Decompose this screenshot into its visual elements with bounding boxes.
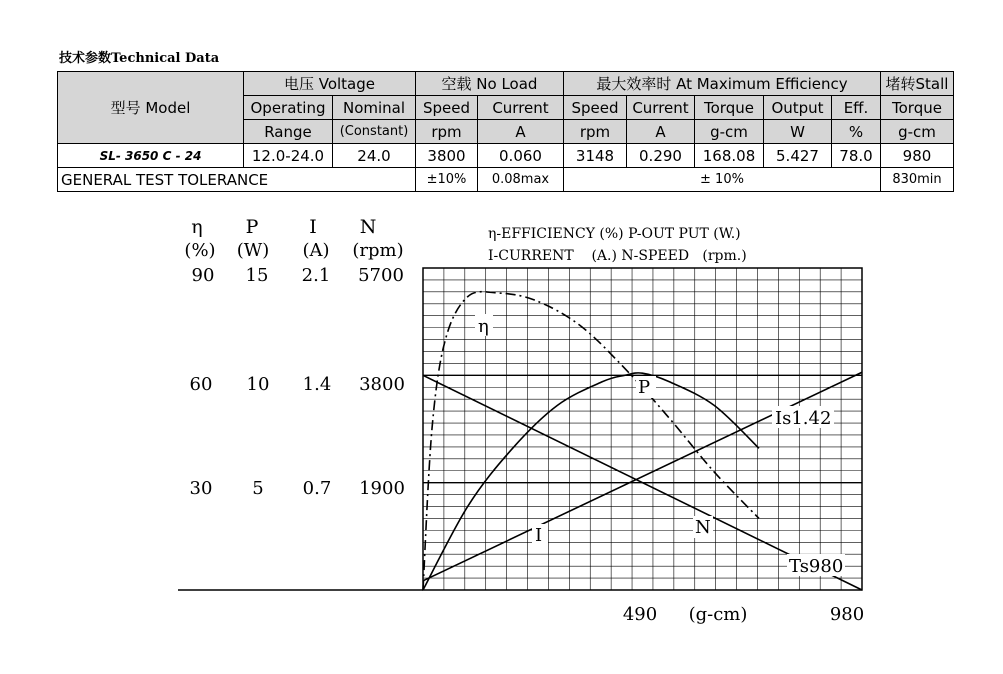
cell-nominal: 24.0 — [333, 144, 416, 168]
header-voltage: 电压 Voltage — [244, 72, 416, 96]
cell-me-eff: 78.0 — [832, 144, 881, 168]
unit-nl-rpm: rpm — [416, 120, 478, 144]
label-eta: η — [478, 316, 489, 337]
series-0-curve — [423, 292, 759, 590]
legend-line-2: I-CURRENT (A.) N-SPEED (rpm.) — [488, 248, 747, 264]
header-nl-current: Current — [478, 96, 564, 120]
header-operating: Operating — [244, 96, 333, 120]
cell-tol-stall: 830min — [881, 168, 954, 192]
label-is: Is1.42 — [775, 408, 832, 429]
header-stall-torque: Torque — [881, 96, 954, 120]
tick-eta-90: 90 — [191, 265, 215, 286]
chart-curves — [423, 292, 862, 590]
unit-me-rpm: rpm — [564, 120, 627, 144]
unit-me-a: A — [627, 120, 695, 144]
unit-range: Range — [244, 120, 333, 144]
cell-me-current: 0.290 — [627, 144, 695, 168]
x-axis-label: (g-cm) — [688, 604, 748, 625]
header-me-torque: Torque — [695, 96, 764, 120]
header-model: 型号 Model — [58, 72, 244, 144]
x-tick-490: 490 — [622, 604, 658, 625]
cell-me-torque: 168.08 — [695, 144, 764, 168]
header-me-current: Current — [627, 96, 695, 120]
cell-tol-speed: ±10% — [416, 168, 478, 192]
cell-me-speed: 3148 — [564, 144, 627, 168]
tick-i-1.4: 1.4 — [302, 374, 332, 395]
header-stall: 堵转Stall — [881, 72, 954, 96]
tick-p-10: 10 — [246, 374, 270, 395]
header-me-speed: Speed — [564, 96, 627, 120]
x-tick-980: 980 — [829, 604, 865, 625]
tick-n-3800: 3800 — [359, 374, 405, 395]
label-ts: Ts980 — [789, 556, 844, 577]
tick-eta-60: 60 — [189, 374, 213, 395]
tick-n-5700: 5700 — [358, 265, 404, 286]
header-no-load: 空载 No Load — [416, 72, 564, 96]
cell-nl-current: 0.060 — [478, 144, 564, 168]
axis-i-symbol: I — [309, 216, 317, 238]
axis-n-unit: (rpm) — [352, 240, 404, 261]
header-me-output: Output — [764, 96, 832, 120]
header-nl-speed: Speed — [416, 96, 478, 120]
header-nominal: Nominal — [333, 96, 416, 120]
tick-eta-30: 30 — [189, 478, 213, 499]
cell-range: 12.0-24.0 — [244, 144, 333, 168]
header-max-efficiency: 最大效率时 At Maximum Efficiency — [564, 72, 881, 96]
label-p: P — [638, 377, 651, 398]
tick-p-15: 15 — [245, 265, 269, 286]
tick-n-1900: 1900 — [359, 478, 405, 499]
tick-p-5: 5 — [252, 478, 264, 499]
cell-me-output: 5.427 — [764, 144, 832, 168]
cell-tol-current: 0.08max — [478, 168, 564, 192]
tick-i-2.1: 2.1 — [301, 265, 331, 286]
cell-stall-torque: 980 — [881, 144, 954, 168]
axis-i-unit: (A) — [302, 240, 330, 261]
axis-p-unit: (W) — [236, 240, 270, 261]
axis-n-symbol: N — [359, 216, 377, 238]
axis-p-symbol: P — [245, 216, 259, 238]
tick-i-0.7: 0.7 — [302, 478, 332, 499]
label-n: N — [695, 517, 711, 538]
label-i: I — [535, 525, 543, 546]
unit-nl-a: A — [478, 120, 564, 144]
unit-me-pct: % — [832, 120, 881, 144]
axis-eta-unit: (%) — [184, 240, 216, 261]
cell-nl-speed: 3800 — [416, 144, 478, 168]
unit-stall-gcm: g-cm — [881, 120, 954, 144]
cell-tol-max-eff: ± 10% — [564, 168, 881, 192]
axis-eta-symbol: η — [191, 216, 203, 238]
header-me-eff: Eff. — [832, 96, 881, 120]
unit-constant: (Constant) — [333, 120, 416, 144]
cell-tolerance-label: GENERAL TEST TOLERANCE — [58, 168, 416, 192]
legend-line-1: η-EFFICIENCY (%) P-OUT PUT (W.) — [488, 226, 741, 242]
unit-me-w: W — [764, 120, 832, 144]
unit-me-gcm: g-cm — [695, 120, 764, 144]
section-heading: 技术参数Technical Data — [59, 51, 220, 66]
cell-model: SL- 3650 C - 24 — [58, 144, 244, 168]
